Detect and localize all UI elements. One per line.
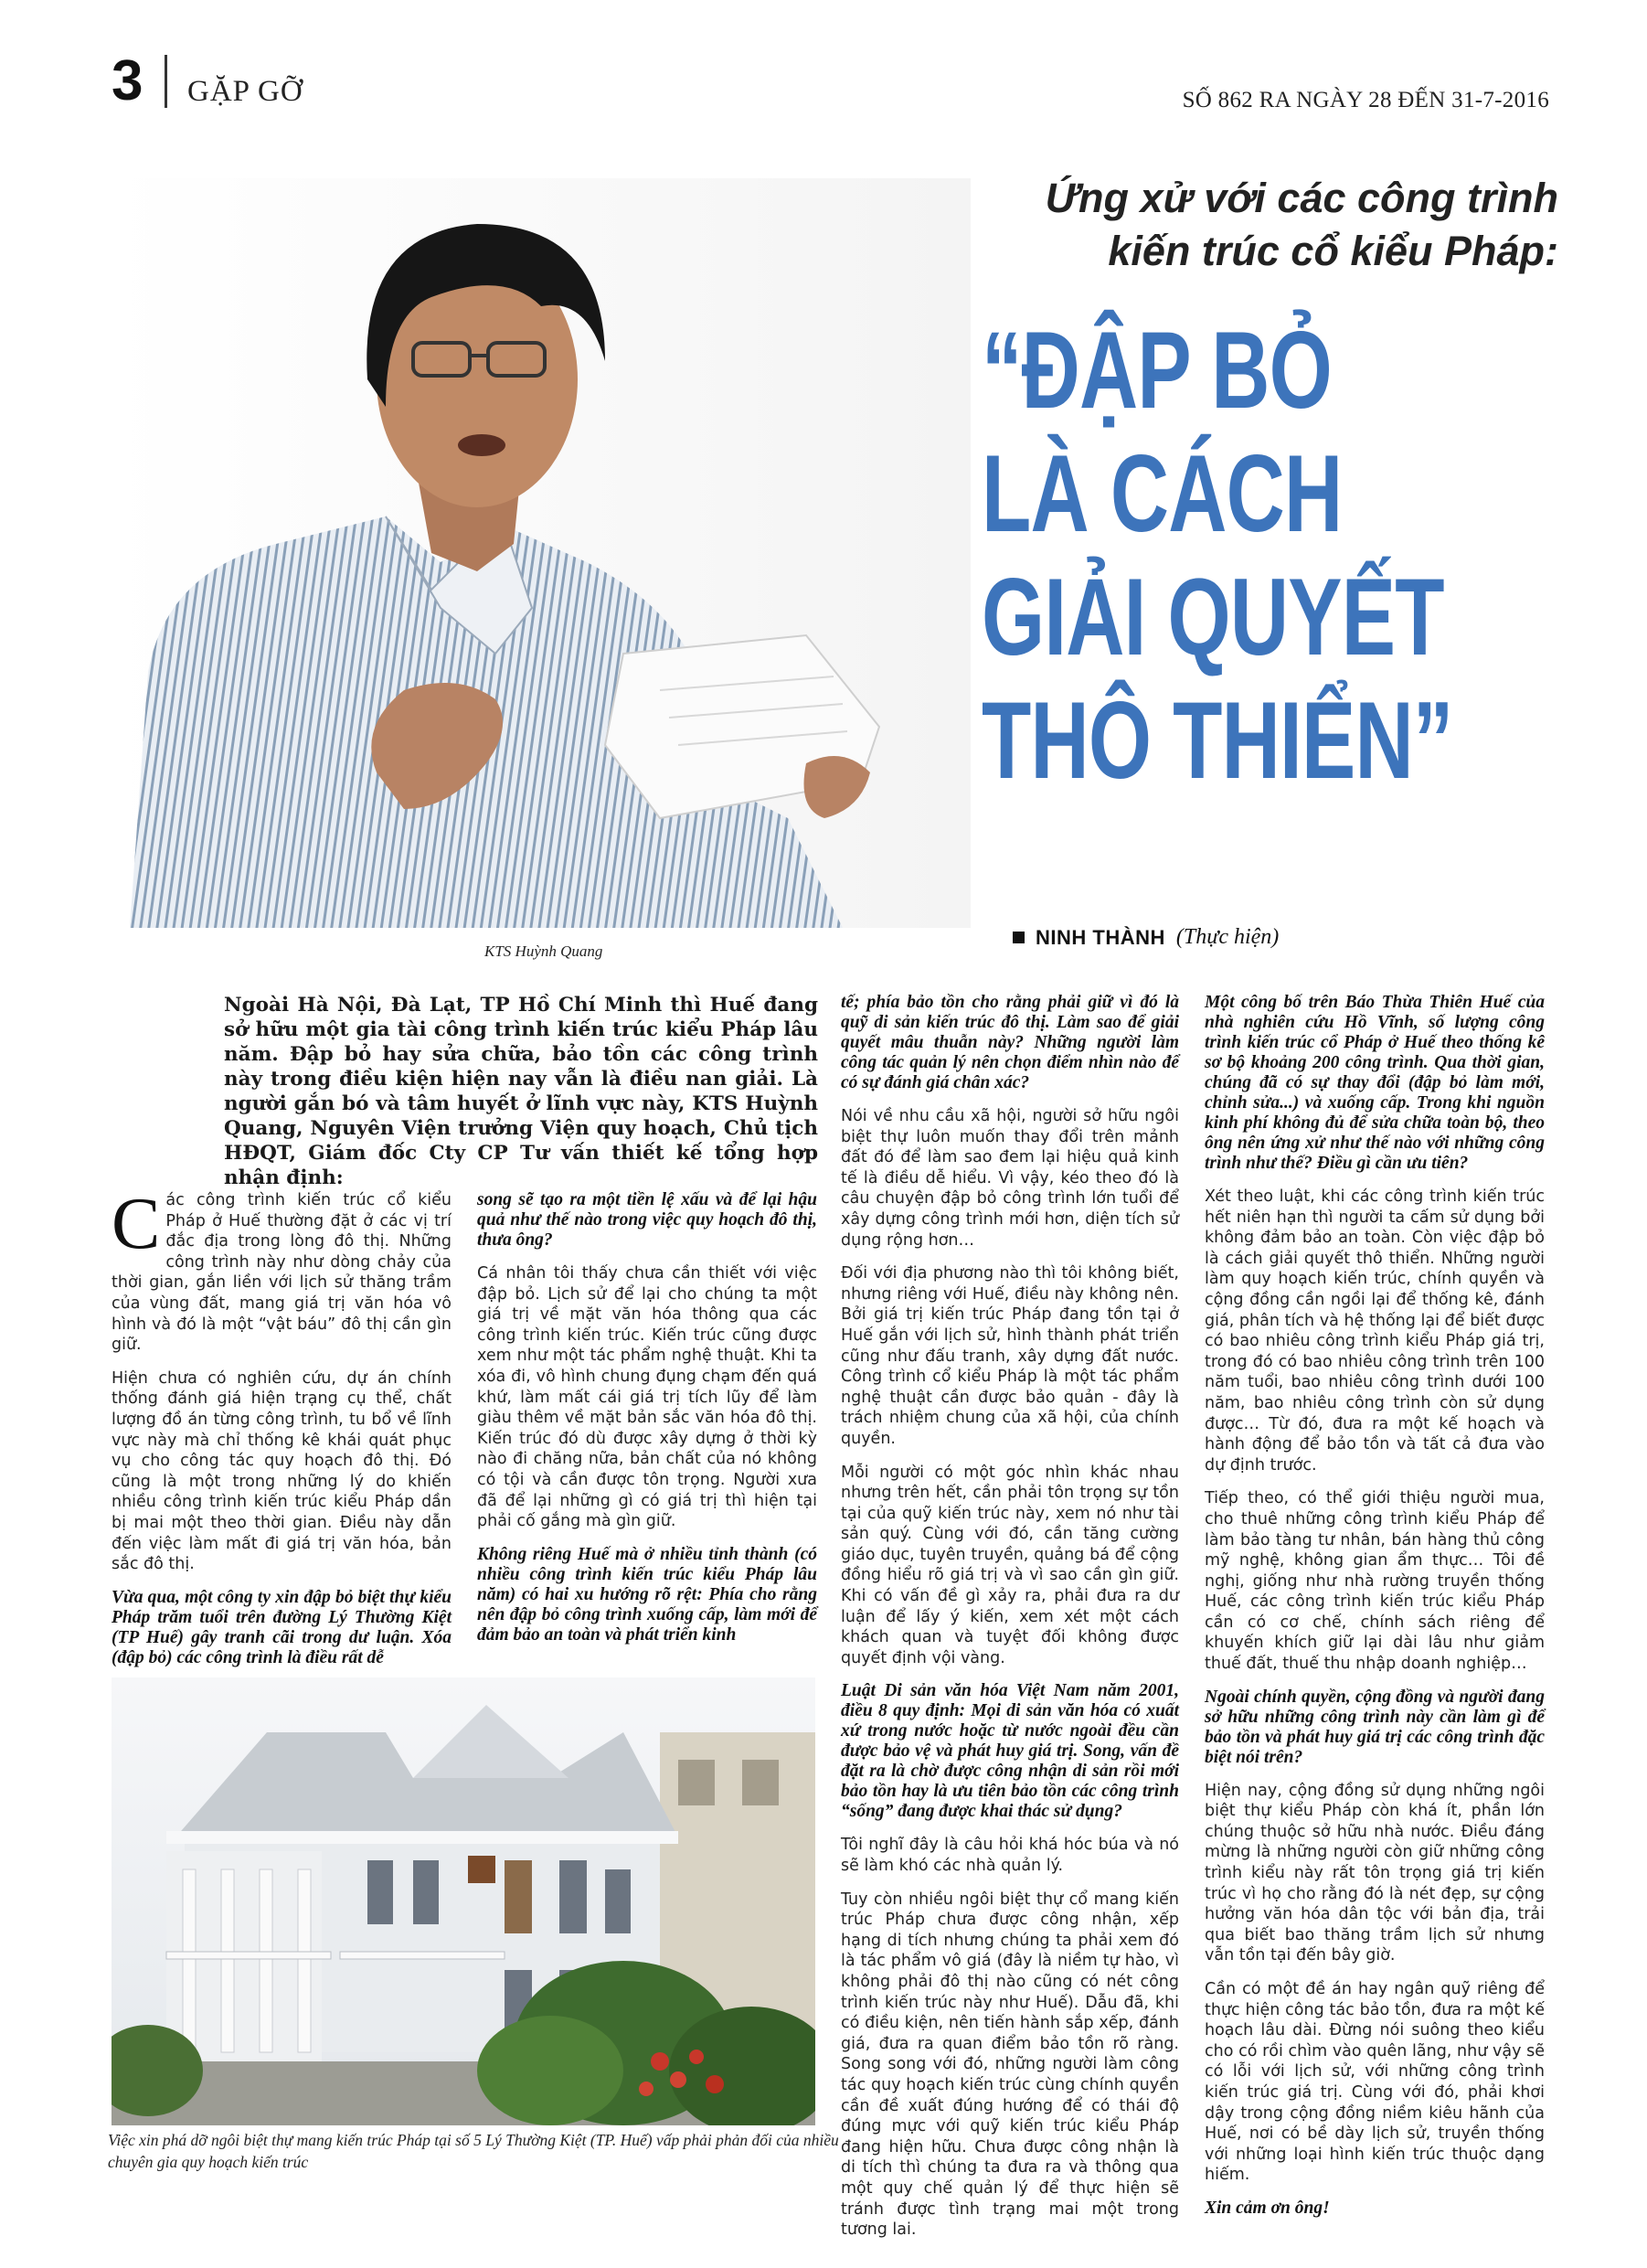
lead-paragraph: Ngoài Hà Nội, Đà Lạt, TP Hồ Chí Minh thì Huế đang sở hữu một gia tài công trình kiến trúc kiểu Pháp lâu năm. Đập bỏ hay sửa chữa, bảo tồn các công trình này trong điều kiện hiện nay vẫn là điều nan giải. Là người gắn bó và tâm huyết ở lĩnh vực này, KTS Huỳnh Quang, Nguyên Viện trưởng Viện quy hoạch, Chủ tịch HĐQT, Giám đốc Cty CP Tư vấn thiết kế tổng hợp nhận định: [224,994,818,1189]
photo-caption: Việc xin phá dỡ ngôi biệt thự mang kiến trúc Pháp tại số 5 Lý Thường Kiệt (TP. Huế) vấp phải phản đối của nhiều chuyên gia quy hoạch kiến trúc [108,2131,839,2171]
paragraph: Hiện chưa có nghiên cứu, dự án chính thống đánh giá hiện trạng cụ thể, chất lượng đồ án từng công trình, tu bổ về lĩnh vực này mà chỉ thống kê khái quát phục vụ cho công tác quy hoạch đô thị. Đó cũng là một trong những lý do khiến nhiều công trình kiến trúc kiểu Pháp dần bị mai một theo thời gian. Điều này dẫn đến việc làm mất đi giá trị văn hóa, bản sắc đô thị. [112,1368,452,1574]
interview-question: Ngoài chính quyền, cộng đồng và người đang sở hữu những công trình này cần làm gì để bảo tồn và phát huy giá trị các công trình đặc biệt nói trên? [1205,1687,1545,1767]
paragraph: Hiện nay, cộng đồng sử dụng những ngôi biệt thự kiểu Pháp còn khá ít, phần lớn chúng thuộc sở hữu nhà nước. Điều đáng mừng là những người còn giữ những công trình kiểu này rất tôn trọng giá trị kiến trúc vì họ cho rằng đó là nét đẹp, sự cộng hưởng văn hóa dân tộc với bản địa, trải qua biết bao thăng trầm lịch sử nhưng vẫn tồn tại đến bây giờ. [1205,1781,1545,1965]
drop-cap: C [112,1184,161,1264]
paragraph: Cá nhân tôi thấy chưa cần thiết với việc đập bỏ. Lịch sử để lại cho chúng ta một giá trị về mặt văn hóa thông qua các công trình kiến trúc. Kiến trúc cũng được xem như một tác phẩm nghệ thuật. Khi ta xóa đi, vô hình chung đụng chạm đến quá khứ, làm mất cái giá trị tích lũy để làm giàu thêm về mặt bản sắc văn hóa đô thị. Kiến trúc đó dù được xây dựng ở thời kỳ nào đi chăng nữa, bản chất của nó không có tội và cần được tôn trọng. Người xưa đã để lại những gì có giá trị thì hiện tại phải cố gắng mà gìn giữ. [477,1264,817,1531]
kicker [914,172,1558,278]
bullet-square-icon [1013,932,1025,943]
interview-question: tế; phía bảo tồn cho rằng phải giữ vì đó là quỹ di sản kiến trúc đô thị. Làm sao để giải quyết mâu thuẫn này? Những người làm công tác quản lý nên chọn điểm nhìn nào để có sự đánh giá chân xác? [841,993,1179,1092]
paragraph: Tiếp theo, có thể giới thiệu người mua, cho thuê những công trình kiểu Pháp để làm bảo tàng tư nhân, bán hàng thủ công mỹ nghệ, không gian ẩm thực… Tôi đề nghị, giống như nhà rường truyền thống Huế, các công trình kiến trúc kiểu Pháp cần có cơ chế, chính sách riêng để khuyến khích giữ lại dài lâu như giảm thuế đất, thuế thu nhập doanh nghiệp… [1205,1489,1545,1674]
paragraph: Cần có một đề án hay ngân quỹ riêng để thực hiện công tác bảo tồn, đưa ra một kế hoạch lâu dài. Đừng nói suông theo kiểu cho có rồi chìm vào quên lãng, như vậy sẽ có lỗi với lịch sử, với những công trình kiến trúc giá trị. Cùng với đó, phải khơi dậy trong cộng đồng niềm kiêu hãnh của Huế, nơi có bề dày lịch sử, truyền thống với những loại hình kiến trúc thuộc dạng hiếm. [1205,1980,1545,2185]
paragraph-text: ác công trình kiến trúc cổ kiểu Pháp ở Huế thường đặt ở các vị trí đắc địa trong lòng đô thị. Những công trình này như dòng chảy của thời gian, gắn liền với lịch sử thăng trầm của vùng đất, mang giá trị văn hóa vô hình và đó là một “vật báu” đô thị cần gìn giữ. [112,1191,452,1355]
headline-line: LÀ CÁCH [982,432,1343,555]
paragraph [112,1184,452,1356]
body-column-4 [1205,993,1545,2231]
paragraph: Tuy còn nhiều ngôi biệt thự cổ mang kiến trúc Pháp chưa được công nhận, xếp hạng di tích nhưng chúng ta phải xem đó là tác phẩm vô giá (đây là niềm tự hào, vì không phải đô thị nào cũng có nét công trình kiến trúc này như Huế). Dẫu đã, khi có điều kiện, nên tiến hành sắp xếp, đánh giá, đưa ra quan điểm bảo tồn rõ ràng. Song song với đó, những người làm công tác quy hoạch kiến trúc cùng chính quyền cần đề xuất đúng hướng để có thái độ đúng mực với quỹ kiến trúc kiểu Pháp đang hiện hữu. Chưa được công nhận là di tích thì chúng ta đưa ra và thông qua một quy chế quản lý để thực hiện sẽ tránh được tình trạng mai một trong tương lai. [841,1890,1179,2240]
byline [1013,925,1279,950]
page-number: 3 [112,49,143,112]
closing-line: Xin cảm ơn ông! [1205,2198,1330,2218]
kicker-line: Ứng xử với các công trình [1045,175,1558,221]
portrait-caption: KTS Huỳnh Quang [484,942,603,960]
issue-date: SỐ 862 RA NGÀY 28 ĐẾN 31-7-2016 [1182,88,1549,112]
byline-role: (Thực hiện) [1175,925,1280,949]
headline-line: THÔ THIỂN” [982,679,1453,802]
interview-question: Vừa qua, một công ty xin đập bỏ biệt thự kiểu Pháp trăm tuổi trên đường Lý Thường Kiệt (TP Huế) gây tranh cãi trong dư luận. Xóa (đập bỏ) các công trình là điều rất dễ [112,1587,452,1667]
body-column-3 [841,993,1179,2253]
paragraph: Xét theo luật, khi các công trình kiến trúc hết niên hạn thì người ta cấm sử dụng bởi không đảm bảo an toàn. Còn việc đập bỏ là cách giải quyết thô thiển. Những người làm quy hoạch kiến trúc, chính quyền và cộng đồng cần ngồi lại để thống kê, đánh giá, phân tích và hệ thống lại để biết được có bao nhiêu công trình kiểu Pháp giá trị, trong đó có bao nhiêu công trình trên 100 năm tuổi, bao nhiêu công trình dưới 100 năm, bao nhiêu công trình còn sử dụng được… Từ đó, đưa ra một kế hoạch và hành động để bảo tồn và tất cả đưa vào dự định trước. [1205,1187,1545,1475]
interview-question: Luật Di sản văn hóa Việt Nam năm 2001, điều 8 quy định: Mọi di sản văn hóa có xuất xứ trong nước hoặc từ nước ngoài đều cần được bảo vệ và phát huy giá trị. Song, vấn đề đặt ra là chờ được công nhận di sản rồi mới bảo tồn hay là ưu tiên bảo tồn các công trình “sống” đang được khai thác sử dụng? [841,1681,1179,1822]
kicker-line: kiến trúc cổ kiểu Pháp: [1108,228,1558,274]
interview-question: song sẽ tạo ra một tiền lệ xấu và để lại hậu quả như thế nào trong việc quy hoạch đô thị, thưa ông? [477,1190,817,1250]
paragraph: Đối với địa phương nào thì tôi không biết, nhưng riêng với Huế, điều này không nên. Bởi giá trị kiến trúc Pháp đang tồn tại ở Huế gắn với lịch sử, hình thành phát triển cũng như đấu tranh, xây dựng đất nước. Công trình cổ kiểu Pháp là một tác phẩm nghệ thuật cần được bảo quản - đây là trách nhiệm chung của xã hội, của chính quyền. [841,1264,1179,1448]
body-column-1 [112,1184,452,1681]
portrait-photo [112,178,971,928]
header-divider [165,55,167,108]
body-column-2 [477,1190,817,1658]
paragraph: Nói về nhu cầu xã hội, người sở hữu ngôi biệt thự luôn muốn thay đổi trên mảnh đất đó để làm sao đem lại hiệu quả kinh tế là điều dễ hiểu. Vì vậy, kéo theo đó là câu chuyện đập bỏ công trình lớn tuổi để xây dựng công trình mới hơn, diện tích sử dụng rộng hơn… [841,1107,1179,1250]
paragraph: Tôi nghĩ đây là câu hỏi khá hóc búa và nó sẽ làm khó các nhà quản lý. [841,1836,1179,1876]
section-name: GẶP GỠ [187,75,303,108]
headline [982,309,1453,803]
interview-question: Không riêng Huế mà ở nhiều tỉnh thành (có nhiều công trình kiến trúc kiểu Pháp lâu năm) có hai xu hướng rõ rệt: Phía cho rằng nên đập bỏ công trình xuống cấp, làm mới để đảm bảo an toàn và phát triển kinh [477,1544,817,1645]
paragraph: Mỗi người có một góc nhìn khác nhau nhưng trên hết, cần phải tôn trọng sự tồn tại của quỹ kiến trúc này, xem nó như tài sản quý. Cùng với đó, cần tăng cường giáo dục, tuyên truyền, quảng bá để cộng đồng hiểu rõ giá trị và vì sao cần gìn giữ. Khi có vấn đề gì xảy ra, phải đưa ra dư luận để lấy ý kiến, xem xét một cách khách quan và tuyệt đối không được quyết định vội vàng. [841,1463,1179,1667]
headline-line: “ĐẬP BỎ [982,309,1332,431]
interview-question: Một công bố trên Báo Thừa Thiên Huế của nhà nghiên cứu Hồ Vĩnh, số lượng công trình kiến trúc cổ Pháp ở Huế theo thống kê sơ bộ khoảng 200 công trình. Qua thời gian, chúng đã có sự thay đổi (đập bỏ làm mới, chỉnh sửa...) và xuống cấp. Trong khi nguồn kinh phí không đủ để sửa chữa toàn bộ, theo ông nên ứng xử như thế nào với những công trình như thế? Điều gì cần ưu tiên? [1205,993,1545,1173]
byline-name: NINH THÀNH [1036,925,1165,949]
villa-photo [112,1677,815,2125]
headline-line: GIẢI QUYẾT [982,556,1444,678]
